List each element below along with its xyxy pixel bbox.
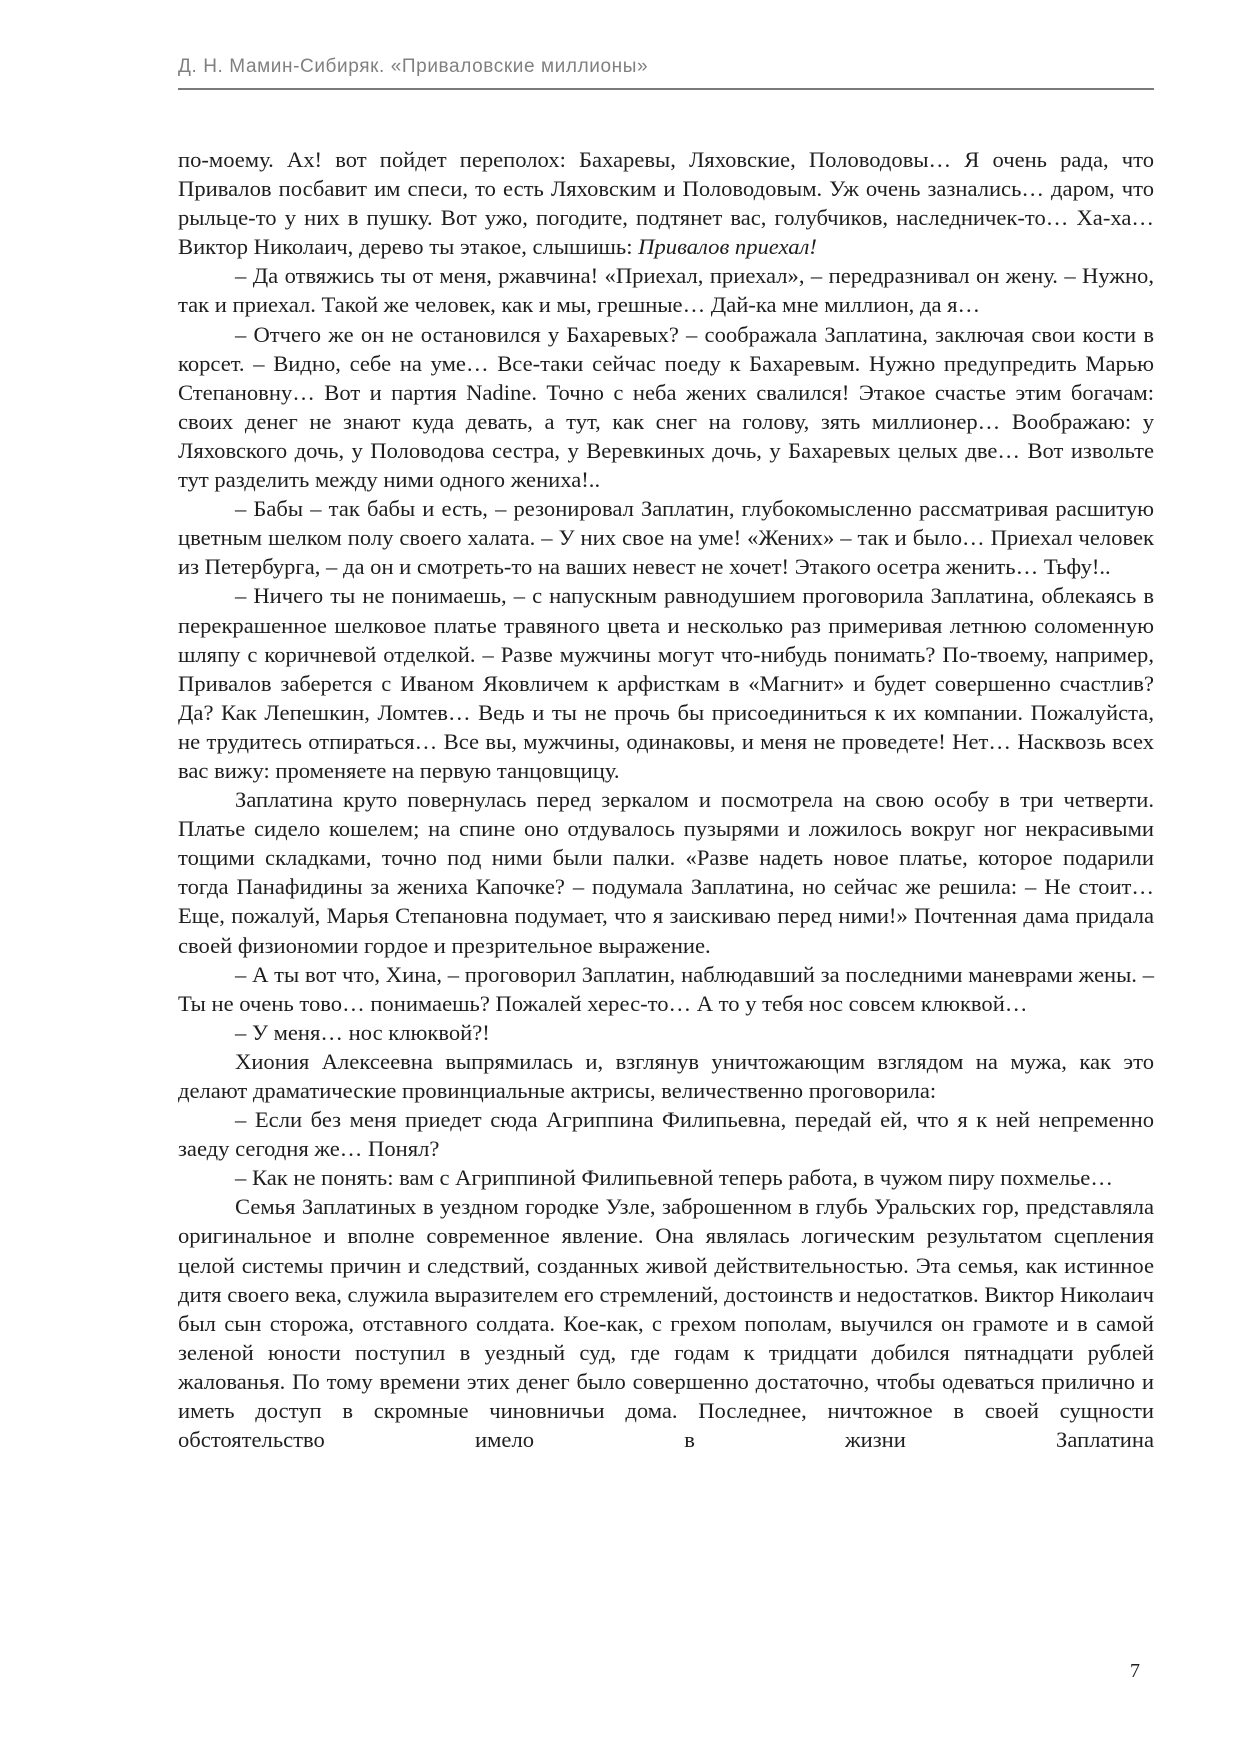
paragraph: Заплатина круто повернулась перед зеркалом и посмотрела на свою особу в три четверти. Платье сидело кошелем; на спине оно отдувалось пузырями и ложилось вокруг ног некрасивыми тощими складками, точно под ними были палки. «Разве надеть новое платье, которое подарили тогда Панафидины за жениха Капочке? – подумала Заплатина, но сейчас же решила: – Не стоит… Еще, пожалуй, Марья Степановна подумает, что я заискиваю перед ними!» Почтенная дама придала своей физиономии гордое и презрительное выражение. xyxy=(178,787,1154,958)
paragraph: – У меня… нос клюквой?! xyxy=(235,1019,490,1045)
paragraph: Семья Заплатиных в уездном городке Узле, заброшенном в глубь Уральских гор, представляла оригинальное и вполне современное явление. Она являлась логическим результатом сцепления целой системы причин и следствий, созданных живой действительностью. Эта семья, как истинное дитя своего века, служила выразителем его стремлений, достоинств и недостатков. Виктор Николаич был сын сторожа, отставного солдата. Кое-как, с грехом пополам, выучился он грамоте и в самой зеленой юности поступил в уездный суд, где годам к тридцати добился пятнадцати рублей жалованья. По тому времени этих денег было совершенно достаточно, чтобы одеваться прилично и иметь доступ в скромные чиновничьи дома. Последнее, ничтожное в своей сущности обстоятельство имело в жизни Заплатина xyxy=(178,1194,1154,1453)
paragraph: – Ничего ты не понимаешь, – с напускным равнодушием проговорила Заплатина, облекаясь в перекрашенное шелковое платье травяного цвета и несколько раз примеривая летнюю соломенную шляпу с коричневой отделкой. – Разве мужчины могут что-нибудь понимать? По-твоему, например, Привалов заберется с Иваном Яковличем к арфисткам в «Магнит» и будет совершенно счастлив? Да? Как Лепешкин, Ломтев… Ведь и ты не прочь бы присоединиться к их компании. Пожалуйста, не трудитесь отпираться… Все вы, мужчины, одинаковы, и меня не проведете! Нет… Насквозь всех вас вижу: променяете на первую танцовщицу. xyxy=(178,583,1154,783)
body-text xyxy=(178,145,1154,1454)
paragraph: – Как не понять: вам с Агриппиной Филипьевной теперь работа, в чужом пиру похмелье… xyxy=(235,1165,1113,1191)
paragraph: Хиония Алексеевна выпрямилась и, взглянув уничтожающим взглядом на мужа, как это делают драматические провинциальные актрисы, величественно проговорила: xyxy=(178,1048,1154,1103)
paragraph xyxy=(178,145,1154,261)
paragraph: – Отчего же он не остановился у Бахаревых? – соображала Заплатина, заключая свои кости в корсет. – Видно, себе на уме… Все-таки сейчас поеду к Бахаревым. Нужно предупредить Марью Степановну… Вот и партия Nadine. Точно с неба жених свалился! Этакое счастье этим богачам: своих денег не знают куда девать, а тут, как снег на голову, зять миллионер… Воображаю: у Ляховского дочь, у Половодова сестра, у Веревкиных дочь, у Бахаревых целых две… Вот извольте тут разделить между ними одного жениха!.. xyxy=(178,321,1154,493)
page-number: 7 xyxy=(1130,1660,1140,1682)
header-rule xyxy=(178,88,1154,90)
paragraph: – Если без меня приедет сюда Агриппина Филипьевна, передай ей, что я к ней непременно заеду сегодня же… Понял? xyxy=(178,1107,1154,1162)
paragraph: – Да отвяжись ты от меня, ржавчина! «Приехал, приехал», – передразнивал он жену. – Нужно, так и приехал. Такой же человек, как и мы, грешные… Дай-ка мне миллион, да я… xyxy=(178,263,1154,318)
italic-phrase: Привалов приехал! xyxy=(638,234,817,260)
running-head: Д. Н. Мамин-Сибиряк. «Приваловские миллионы» xyxy=(178,56,649,77)
paragraph-text: по-моему. Ах! вот пойдет переполох: Бахаревы, Ляховские, Половодовы… Я очень рада, что Привалов посбавит им спеси, то есть Ляховским и Половодовым. Уж очень зазнались… даром, что рыльце-то у них в пушку. Вот ужо, погодите, подтянет вас, голубчиков, наследничек-то… Ха-ха… Виктор Николаич, дерево ты этакое, слышишь: xyxy=(178,147,1154,260)
paragraph: – А ты вот что, Хина, – проговорил Заплатин, наблюдавший за последними маневрами жены. – Ты не очень тово… понимаешь? Пожалей херес-то… А то у тебя нос совсем клюквой… xyxy=(178,961,1154,1016)
paragraph: – Бабы – так бабы и есть, – резонировал Заплатин, глубокомысленно рассматривая расшитую цветным шелком полу своего халата. – У них свое на уме! «Жених» – так и было… Приехал человек из Петербурга, – да он и смотреть-то на ваших невест не хочет! Этакого осетра женить… Тьфу!.. xyxy=(178,496,1154,580)
